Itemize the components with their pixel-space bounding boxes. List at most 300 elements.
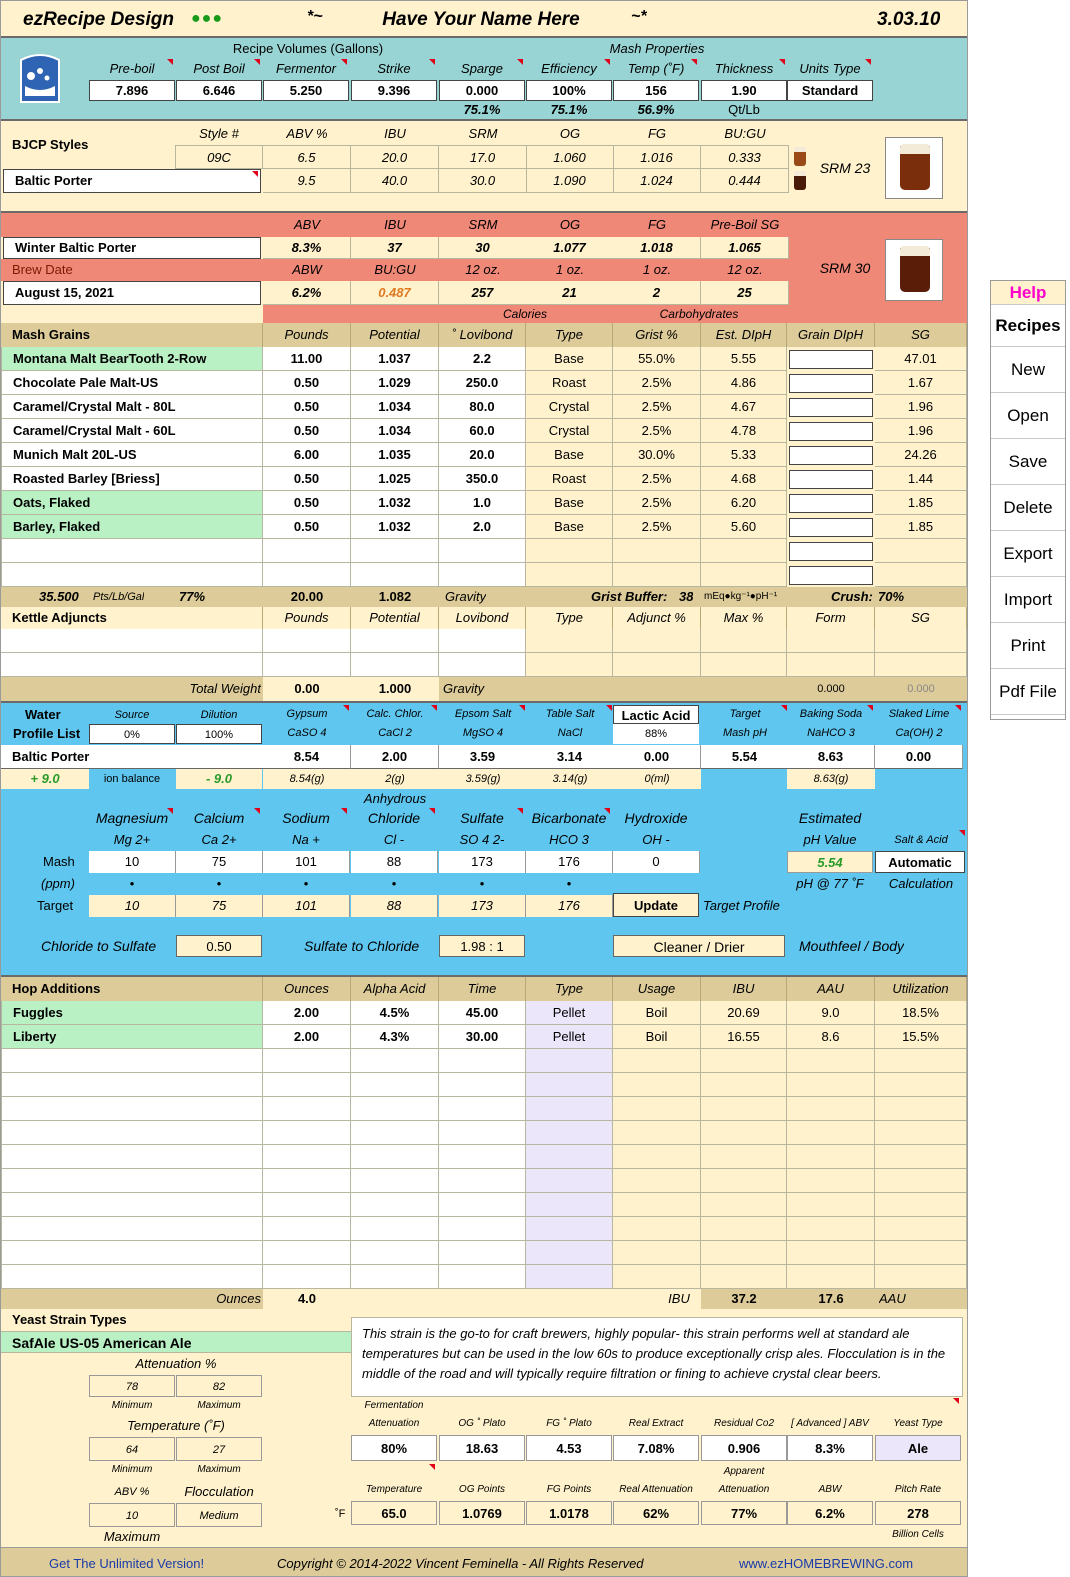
ferment-header-3: Real Extract xyxy=(628,1418,684,1429)
cl-so4-label: Chloride to Sulfate xyxy=(41,938,157,954)
salt-value-3[interactable]: 3.14 xyxy=(526,745,614,769)
hop-name-0[interactable]: Fuggles xyxy=(1,1001,263,1025)
hop-empty-cell[interactable] xyxy=(263,1217,351,1241)
grain-type-5: Roast xyxy=(526,467,613,491)
ion-symbol-5: HCO 3 xyxy=(549,832,589,847)
cl-so4-value: 0.50 xyxy=(176,935,262,957)
hop-empty-cell[interactable] xyxy=(351,1121,439,1145)
source-input[interactable]: 0% xyxy=(89,724,175,744)
hop-util-0: 18.5% xyxy=(875,1001,967,1025)
hop-oz-0[interactable]: 2.00 xyxy=(263,1001,351,1025)
recipe-value2-0: 6.2% xyxy=(263,281,351,305)
ion-dot-3: • xyxy=(391,876,397,891)
bjcp-min-6: 0.333 xyxy=(701,145,789,169)
hop-empty-cell xyxy=(787,1217,875,1241)
grain-pot-4: 1.035 xyxy=(351,443,439,467)
sidebar-delete-button[interactable]: Delete xyxy=(991,485,1065,531)
hop-ounces-total: 4.0 xyxy=(263,1289,351,1309)
hop-empty-cell[interactable] xyxy=(1,1121,263,1145)
cleaner-drier-label: Cleaner / Drier xyxy=(613,935,785,957)
hop-empty-cell[interactable] xyxy=(439,1097,526,1121)
hop-usage-1[interactable]: Boil xyxy=(613,1025,701,1049)
kettle-cell xyxy=(351,629,439,653)
hop-empty-cell[interactable] xyxy=(351,1193,439,1217)
hop-empty-cell[interactable] xyxy=(526,1073,613,1097)
hop-empty-cell[interactable] xyxy=(526,1097,613,1121)
yeast-abv-max: 10 xyxy=(89,1503,175,1527)
grain-dph-1: 4.86 xyxy=(701,371,787,395)
r2-value-0[interactable]: 65.0 xyxy=(351,1501,437,1525)
hop-empty-cell[interactable] xyxy=(1,1217,263,1241)
ion-dot-0: • xyxy=(129,876,135,891)
grain-dph-input[interactable] xyxy=(789,518,873,537)
grain-lov-7: 2.0 xyxy=(439,515,526,539)
salt-grams-4: 0(ml) xyxy=(613,769,701,789)
ferment-value-6[interactable]: Ale xyxy=(875,1435,961,1461)
sidebar-new-button[interactable]: New xyxy=(991,347,1065,393)
ion-name-4: Sulfate xyxy=(439,807,525,829)
grain-grist-2: 2.5% xyxy=(613,395,701,419)
sidebar-pdf-file-button[interactable]: Pdf File xyxy=(991,669,1065,715)
grain-type-3: Crystal xyxy=(526,419,613,443)
recipe-value2-5: 25 xyxy=(701,281,789,305)
vol-value-8[interactable]: Standard xyxy=(787,80,873,101)
water-label: Water xyxy=(25,707,61,722)
hop-type-1[interactable]: Pellet xyxy=(526,1025,613,1049)
hop-empty-cell[interactable] xyxy=(1,1241,263,1265)
hop-header-0: Hop Additions xyxy=(1,977,263,1001)
hop-empty-cell[interactable] xyxy=(263,1193,351,1217)
hop-oz-1[interactable]: 2.00 xyxy=(263,1025,351,1049)
recipe-value-1: 37 xyxy=(351,237,439,259)
grain-lov-0: 2.2 xyxy=(439,347,526,371)
yeast-temp-max: 27 xyxy=(176,1437,262,1461)
grist-buffer-value: 38 xyxy=(679,589,694,604)
recipe-header2-1: BU:GU xyxy=(351,259,439,281)
hop-empty-cell[interactable] xyxy=(439,1169,526,1193)
website-link[interactable]: www.ezHOMEBREWING.com xyxy=(739,1556,914,1571)
salt-formula-3: NaCl xyxy=(557,727,583,739)
vol-header-6: Temp (˚F) xyxy=(613,58,699,80)
grain-dph-input[interactable] xyxy=(789,494,873,513)
hop-empty-cell[interactable] xyxy=(439,1193,526,1217)
grain-dph-input[interactable] xyxy=(789,566,873,585)
bjcp-style-select[interactable]: Baltic Porter xyxy=(3,169,261,193)
grain-sg-1: 1.67 xyxy=(875,371,967,395)
hop-empty-cell[interactable] xyxy=(439,1265,526,1289)
hop-empty-cell[interactable] xyxy=(351,1241,439,1265)
grain-type-1: Roast xyxy=(526,371,613,395)
mash-ppm-label: Mash xyxy=(43,854,75,869)
vol-value-7[interactable]: 1.90 xyxy=(701,80,787,101)
hop-empty-cell[interactable] xyxy=(1,1073,263,1097)
hop-ibu-label: IBU xyxy=(668,1291,690,1306)
bjcp-min-4: 1.060 xyxy=(526,145,614,169)
kettle-value-1: 0.000 xyxy=(817,683,845,695)
grain-lbs-2[interactable]: 0.50 xyxy=(263,395,351,419)
grain-lbs-4[interactable]: 6.00 xyxy=(263,443,351,467)
hop-empty-cell[interactable] xyxy=(439,1049,526,1073)
hop-empty-cell[interactable] xyxy=(613,1241,701,1265)
water-section xyxy=(1,701,967,977)
grain-total-lbs: 20.00 xyxy=(290,589,324,604)
sidebar-export-button[interactable]: Export xyxy=(991,531,1065,577)
hop-empty-cell[interactable] xyxy=(526,1265,613,1289)
hop-name-1[interactable]: Liberty xyxy=(1,1025,263,1049)
grain-header-2: Potential xyxy=(351,323,439,347)
recipe-value2-4: 2 xyxy=(613,281,701,305)
salt-grams-0: 8.54(g) xyxy=(263,769,351,789)
mash-props-label: Mash Properties xyxy=(609,41,705,56)
r2-header-5: ABW xyxy=(818,1484,842,1495)
hop-empty-cell[interactable] xyxy=(1,1049,263,1073)
hop-empty-cell[interactable] xyxy=(613,1169,701,1193)
r2-value-3: 62% xyxy=(613,1501,699,1525)
hop-empty-cell[interactable] xyxy=(351,1169,439,1193)
kettle-cell xyxy=(787,629,875,653)
ferment-header-5: [ Advanced ] ABV xyxy=(791,1418,869,1429)
recipe-value2-1: 0.487 xyxy=(351,281,439,305)
temp-unit-label: ˚F xyxy=(335,1508,346,1520)
grain-name-6[interactable]: Oats, Flaked xyxy=(1,491,263,515)
bjcp-max-2: 40.0 xyxy=(351,169,439,193)
hop-empty-cell[interactable] xyxy=(263,1121,351,1145)
grain-sg-9 xyxy=(875,563,967,587)
so4-cl-label: Sulfate to Chloride xyxy=(304,938,420,954)
sidebar-print-button[interactable]: Print xyxy=(991,623,1065,669)
ferment-value-4: 0.906 xyxy=(701,1435,787,1461)
grain-type-8 xyxy=(526,539,613,563)
source-label: Source xyxy=(114,709,150,721)
hop-empty-cell[interactable] xyxy=(263,1145,351,1169)
water-profile-select[interactable]: Baltic Porter xyxy=(1,745,263,769)
kettle-cell[interactable] xyxy=(263,629,351,653)
kettle-header-6: Max % xyxy=(701,607,787,629)
ferment-header-0: Fermentation Attenuation xyxy=(364,1400,424,1429)
kettle-cell xyxy=(701,629,787,653)
r2-header-2: FG Points xyxy=(546,1484,592,1495)
hop-empty-cell xyxy=(875,1217,967,1241)
bjcp-min-0: 09C xyxy=(175,145,263,169)
automatic-toggle[interactable]: Automatic xyxy=(875,851,965,873)
grain-lbs-8[interactable] xyxy=(263,539,351,563)
grain-name-4[interactable]: Munich Malt 20L-US xyxy=(1,443,263,467)
vol-header-3: Strike xyxy=(351,58,437,80)
grain-lbs-7[interactable]: 0.50 xyxy=(263,515,351,539)
salt-formula-1: CaCl 2 xyxy=(378,727,412,739)
sidebar-open-button[interactable]: Open xyxy=(991,393,1065,439)
hop-empty-cell xyxy=(701,1049,787,1073)
grain-header-4: Type xyxy=(526,323,613,347)
salt-value-6[interactable]: 8.63 xyxy=(787,745,875,769)
salt-value-2[interactable]: 3.59 xyxy=(439,745,527,769)
unlimited-version-link[interactable]: Get The Unlimited Version! xyxy=(49,1556,205,1571)
grain-name-1[interactable]: Chocolate Pale Malt-US xyxy=(1,371,263,395)
vol-value-6[interactable]: 156 xyxy=(613,80,699,101)
grain-lbs-6[interactable]: 0.50 xyxy=(263,491,351,515)
grain-dph-input[interactable] xyxy=(789,542,873,561)
hop-empty-cell[interactable] xyxy=(263,1049,351,1073)
grain-dph-input[interactable] xyxy=(789,398,873,417)
hop-header-8: Utilization xyxy=(875,977,967,1001)
vol-header-2: Fermentor xyxy=(263,58,349,80)
hop-util-1: 15.5% xyxy=(875,1025,967,1049)
grain-lov-2: 80.0 xyxy=(439,395,526,419)
hop-empty-cell[interactable] xyxy=(263,1073,351,1097)
salt-grams-1: 2(g) xyxy=(351,769,439,789)
grain-type-4: Base xyxy=(526,443,613,467)
hop-aau-0: 9.0 xyxy=(787,1001,875,1025)
grain-dph-2: 4.67 xyxy=(701,395,787,419)
ion-target-0: 10 xyxy=(89,895,176,917)
temp-max-label: Maximum xyxy=(197,1464,241,1475)
hop-empty-cell[interactable] xyxy=(613,1097,701,1121)
hop-empty-cell[interactable] xyxy=(439,1121,526,1145)
srm-swatch-min xyxy=(791,145,809,167)
hop-empty-cell[interactable] xyxy=(526,1121,613,1145)
salt-header-2: Epsom Salt xyxy=(439,704,527,724)
r2-header-3: Real Attenuation xyxy=(619,1484,693,1495)
bjcp-max-4: 1.090 xyxy=(526,169,614,193)
recipe-header-5: Pre-Boil SG xyxy=(710,217,780,232)
salt-formula-0: CaSO 4 xyxy=(287,727,327,739)
hop-empty-cell[interactable] xyxy=(1,1265,263,1289)
grain-lov-9 xyxy=(439,563,526,587)
hop-empty-cell[interactable] xyxy=(263,1097,351,1121)
salt-value-5[interactable]: 5.54 xyxy=(701,745,789,769)
hop-aa-0[interactable]: 4.5% xyxy=(351,1001,439,1025)
thickness-unit: Qt/Lb xyxy=(728,102,760,117)
hop-empty-cell[interactable] xyxy=(526,1217,613,1241)
recipe-value2-3: 21 xyxy=(526,281,614,305)
lactic-acid-pct: 88% xyxy=(613,724,699,744)
salt-value-4[interactable]: 0.00 xyxy=(613,745,701,769)
grain-name-7[interactable]: Barley, Flaked xyxy=(1,515,263,539)
hop-aau-1: 8.6 xyxy=(787,1025,875,1049)
grain-dph-input[interactable] xyxy=(789,350,873,369)
grain-name-9[interactable] xyxy=(1,563,263,587)
so4-cl-value: 1.98 : 1 xyxy=(439,935,525,957)
hop-empty-cell xyxy=(787,1073,875,1097)
hop-empty-cell[interactable] xyxy=(263,1169,351,1193)
hop-header-7: AAU xyxy=(787,977,875,1001)
ferment-header-2: FG ˚ Plato xyxy=(546,1418,592,1429)
profile-list-label: Profile List xyxy=(13,726,81,741)
grain-header-1: Pounds xyxy=(263,323,351,347)
salt-header-0: Gypsum xyxy=(263,704,351,724)
vol-value-3[interactable]: 9.396 xyxy=(351,80,437,101)
hop-empty-cell[interactable] xyxy=(526,1169,613,1193)
hop-empty-cell[interactable] xyxy=(351,1073,439,1097)
ion-dot-1: • xyxy=(216,876,222,891)
hop-empty-cell xyxy=(787,1097,875,1121)
grain-dph-input[interactable] xyxy=(789,470,873,489)
grain-lbs-5[interactable]: 0.50 xyxy=(263,467,351,491)
hop-type-0[interactable]: Pellet xyxy=(526,1001,613,1025)
grain-lov-8 xyxy=(439,539,526,563)
hop-empty-cell[interactable] xyxy=(526,1241,613,1265)
grain-pot-1: 1.029 xyxy=(351,371,439,395)
hop-empty-cell[interactable] xyxy=(1,1145,263,1169)
copyright-text: Copyright © 2014-2022 Vincent Feminella - All Rights Reserved xyxy=(277,1556,644,1571)
kettle-section xyxy=(1,607,967,701)
hop-header-2: Alpha Acid xyxy=(351,977,439,1001)
hop-empty-cell[interactable] xyxy=(613,1265,701,1289)
hop-empty-cell[interactable] xyxy=(526,1193,613,1217)
ion-name-3: Chloride xyxy=(351,807,437,829)
hop-empty-cell[interactable] xyxy=(613,1049,701,1073)
hop-empty-cell xyxy=(875,1121,967,1145)
salt-value-0[interactable]: 8.54 xyxy=(263,745,351,769)
sidebar-menu xyxy=(990,280,1066,720)
hop-empty-cell[interactable] xyxy=(1,1169,263,1193)
grain-pot-9 xyxy=(351,563,439,587)
hop-empty-cell xyxy=(701,1193,787,1217)
yeast-strain-select[interactable]: SafAle US-05 American Ale xyxy=(1,1331,351,1353)
bjcp-max-5: 1.024 xyxy=(613,169,701,193)
r2-value-5: 6.2% xyxy=(787,1501,873,1525)
hop-empty-cell[interactable] xyxy=(263,1265,351,1289)
kettle-cell[interactable] xyxy=(263,653,351,677)
grain-name-5[interactable]: Roasted Barley [Briess] xyxy=(1,467,263,491)
hop-empty-cell[interactable] xyxy=(351,1217,439,1241)
vol-value-0[interactable]: 7.896 xyxy=(89,80,175,101)
salt-value-1[interactable]: 2.00 xyxy=(351,745,439,769)
hop-empty-cell xyxy=(701,1265,787,1289)
name-decor-right: ~* xyxy=(631,8,647,25)
grain-name-3[interactable]: Caramel/Crystal Malt - 60L xyxy=(1,419,263,443)
ion-target-5: 176 xyxy=(526,895,613,917)
srm-swatch-max xyxy=(791,169,809,191)
hop-empty-cell[interactable] xyxy=(439,1145,526,1169)
grain-grist-8 xyxy=(613,539,701,563)
ion-symbol-4: SO 4 2- xyxy=(459,832,505,847)
hop-ounces-label: Ounces xyxy=(216,1291,261,1306)
kettle-cell xyxy=(613,629,701,653)
sidebar-save-button[interactable]: Save xyxy=(991,439,1065,485)
hop-usage-0[interactable]: Boil xyxy=(613,1001,701,1025)
kettle-cell xyxy=(439,629,526,653)
grain-dph-input[interactable] xyxy=(789,446,873,465)
hop-empty-cell[interactable] xyxy=(613,1121,701,1145)
hop-empty-cell xyxy=(787,1121,875,1145)
grain-dph-input[interactable] xyxy=(789,374,873,393)
salt-formula-7: Ca(OH) 2 xyxy=(895,727,943,739)
grain-dph-input[interactable] xyxy=(789,422,873,441)
ion-symbol-1: Ca 2+ xyxy=(201,832,237,847)
ion-name-6: Hydroxide xyxy=(624,810,688,826)
grain-name-8[interactable] xyxy=(1,539,263,563)
recipe-header-2: SRM xyxy=(468,217,498,232)
hop-empty-cell[interactable] xyxy=(613,1145,701,1169)
temp-min-label: Minimum xyxy=(111,1464,153,1475)
ion-name-2: Sodium xyxy=(263,807,349,829)
grain-sg-4: 24.26 xyxy=(875,443,967,467)
update-button[interactable]: Update xyxy=(613,893,699,917)
hop-empty-cell[interactable] xyxy=(526,1145,613,1169)
hop-empty-cell[interactable] xyxy=(263,1241,351,1265)
grain-grist-4: 30.0% xyxy=(613,443,701,467)
grain-name-2[interactable]: Caramel/Crystal Malt - 80L xyxy=(1,395,263,419)
bjcp-min-5: 1.016 xyxy=(613,145,701,169)
hop-time-0[interactable]: 45.00 xyxy=(439,1001,526,1025)
grain-dph-0: 5.55 xyxy=(701,347,787,371)
hop-empty-cell[interactable] xyxy=(351,1145,439,1169)
grain-dph-9 xyxy=(701,563,787,587)
kettle-cell[interactable] xyxy=(1,629,263,653)
grain-name-0[interactable]: Montana Malt BearTooth 2-Row xyxy=(1,347,263,371)
salt-grams-3: 3.14(g) xyxy=(526,769,614,789)
hop-empty-cell[interactable] xyxy=(439,1073,526,1097)
ion-dot-5: • xyxy=(566,876,572,891)
ph-value-label: pH Value xyxy=(803,832,857,847)
grain-lbs-3[interactable]: 0.50 xyxy=(263,419,351,443)
brewer-name[interactable]: Have Your Name Here xyxy=(382,9,580,30)
vol-value-4[interactable]: 0.000 xyxy=(439,80,525,101)
ion-mash-2: 101 xyxy=(263,851,350,873)
brew-date-input[interactable]: August 15, 2021 xyxy=(3,281,261,305)
hop-empty-cell[interactable] xyxy=(351,1265,439,1289)
hop-empty-cell[interactable] xyxy=(439,1241,526,1265)
vol-value-5[interactable]: 100% xyxy=(526,80,612,101)
kettle-cell[interactable] xyxy=(1,653,263,677)
salt-value-7[interactable]: 0.00 xyxy=(875,745,963,769)
hop-aa-1[interactable]: 4.3% xyxy=(351,1025,439,1049)
grain-header-6: Est. DIpH xyxy=(701,323,787,347)
grain-type-9 xyxy=(526,563,613,587)
hop-empty-cell[interactable] xyxy=(351,1097,439,1121)
hop-empty-cell[interactable] xyxy=(351,1049,439,1073)
grain-lbs-1[interactable]: 0.50 xyxy=(263,371,351,395)
hop-empty-cell[interactable] xyxy=(613,1193,701,1217)
hop-empty-cell[interactable] xyxy=(1,1193,263,1217)
hop-empty-cell[interactable] xyxy=(526,1049,613,1073)
hop-time-1[interactable]: 30.00 xyxy=(439,1025,526,1049)
recipe-name-input[interactable]: Winter Baltic Porter xyxy=(3,237,261,259)
kettle-header-5: Adjunct % xyxy=(613,607,701,629)
ion-name-1: Calcium xyxy=(176,807,262,829)
hop-empty-cell[interactable] xyxy=(439,1217,526,1241)
vol-header-7: Thickness xyxy=(701,58,787,80)
hop-empty-cell[interactable] xyxy=(613,1217,701,1241)
ion-mash-3: 88 xyxy=(351,851,438,873)
grain-dph-5: 4.68 xyxy=(701,467,787,491)
grain-lbs-9[interactable] xyxy=(263,563,351,587)
vol-value-2[interactable]: 5.250 xyxy=(263,80,349,101)
r2-value-2: 1.0178 xyxy=(526,1501,612,1525)
sidebar-recipes-button[interactable]: Recipes xyxy=(991,305,1065,347)
ferment-value-0[interactable]: 80% xyxy=(351,1435,437,1461)
grain-grist-6: 2.5% xyxy=(613,491,701,515)
footer xyxy=(1,1547,967,1577)
grain-dph-3: 4.78 xyxy=(701,419,787,443)
grain-grist-3: 2.5% xyxy=(613,419,701,443)
sidebar-help-button[interactable]: Help xyxy=(991,281,1065,305)
salt-formula-2: MgSO 4 xyxy=(462,727,504,739)
vol-value-1[interactable]: 6.646 xyxy=(176,80,262,101)
bjcp-min-3: 17.0 xyxy=(439,145,527,169)
hop-empty-cell[interactable] xyxy=(1,1097,263,1121)
sidebar-import-button[interactable]: Import xyxy=(991,577,1065,623)
lactic-acid-label[interactable]: Lactic Acid xyxy=(613,705,699,724)
ph-temp-label: pH @ 77 ˚F xyxy=(796,876,864,891)
hop-empty-cell[interactable] xyxy=(613,1073,701,1097)
grain-header-5: Grist % xyxy=(613,323,701,347)
dilution-input[interactable]: 100% xyxy=(176,724,262,744)
grain-lbs-0[interactable]: 11.00 xyxy=(263,347,351,371)
grain-grist-1: 2.5% xyxy=(613,371,701,395)
recipe-value-5: 1.065 xyxy=(701,237,789,259)
